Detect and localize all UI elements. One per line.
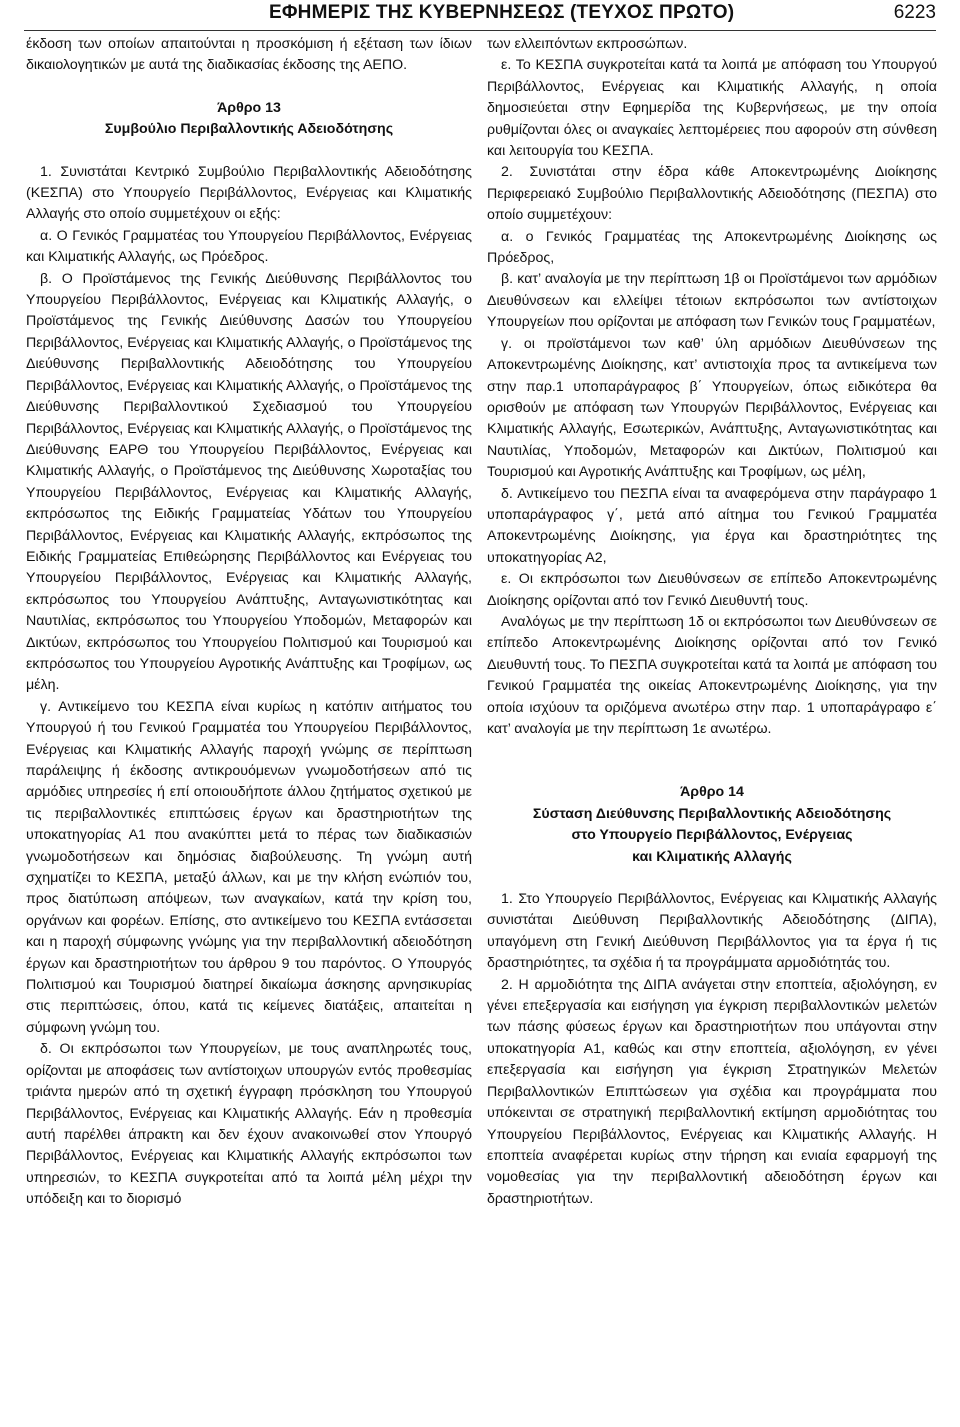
page-number: 6223 [893, 2, 936, 23]
paragraph-13-1d: δ. Οι εκπρόσωποι των Υπουργείων, με τους αναπληρωτές τους, ορίζονται με αποφάσεις των αντίστοιχων υπουργών εντός προθεσμίας τριάντα ημερών από τη σχετική έγγραφη πρόσκληση του Υπουργού Περιβάλλοντος, Ενέργειας και Κλιματικής Αλλαγής. Εάν η προθεσμία αυτή παρέλθει άπρακτη και δεν έχουν ανακοινωθεί στον Υπουργό Περιβάλλοντος, Ενέργειας και Κλιματικής Αλλαγής εκπρόσωποι των υπηρεσιών, το ΚΕΣΠΑ συγκροτείται από τα λοιπά μέλη μέχρι την υπόδειξη και το διορισμό [26, 1041, 472, 1208]
left-column [26, 34, 472, 1211]
paragraph-13-2a: α. ο Γενικός Γραμματέας της Αποκεντρωμένης Διοίκησης ως Πρόεδρος, [487, 228, 937, 267]
page-header [24, 2, 936, 26]
paragraph-13-analog: Αναλόγως με την περίπτωση 1δ οι εκπρόσωποι των Διευθύνσεων σε επίπεδο Αποκεντρωμένης Διοίκησης ορίζονται από τον Γενικό Διευθυντή τους. Το ΠΕΣΠΑ συγκροτείται κατά τα λοιπά με απόφαση του Γενικού Γραμματέα της οικείας Αποκεντρωμένης Διοίκησης, για την οποία ισχύουν τα οριζόμενα ανωτέρω στην παρ. 1 υποπαράγραφο ε΄ κατ’ αναλογία με την περίπτωση 1ε ανωτέρω. [487, 613, 937, 737]
paragraph-13-2b: β. κατ’ αναλογία με την περίπτωση 1β οι Προϊστάμενοι των αρμόδιων Διευθύνσεων και ελλείψει τέτοιων εκπρόσωποι των αντίστοιχων Υπουργείων που ορίζονται με απόφαση των Γενικών τους Γραμματέων, [487, 271, 937, 331]
header-divider [24, 30, 936, 31]
article-14-subtitle-line1: Σύσταση Διεύθυνσης Περιβαλλοντικής Αδειοδότησης [532, 805, 892, 822]
paragraph-13-1a: α. Ο Γενικός Γραμματέας του Υπουργείου Περιβάλλοντος, Ενέργειας και Κλιματικής Αλλαγής, ως Πρόεδρος. [26, 227, 472, 266]
article-14-title: Άρθρο 14 [680, 784, 744, 801]
article-13-subtitle: Συμβούλιο Περιβαλλοντικής Αδειοδότησης [104, 121, 394, 138]
paragraph-intro: έκδοση των οποίων απαιτούνται η προσκόμιση ή εξέταση των ίδιων δικαιολογητικών με αυτά της διαδικασίας έκδοσης της ΑΕΠΟ. [26, 36, 472, 74]
paragraph-13-1: 1. Συνιστάται Κεντρικό Συμβούλιο Περιβαλλοντικής Αδειοδότησης (ΚΕΣΠΑ) στο Υπουργείο Περιβάλλοντος, Ενέργειας και Κλιματικής Αλλαγής στο οποίο συμμετέχουν οι εξής: [26, 163, 472, 223]
paragraph-13-2: 2. Συνιστάται στην έδρα κάθε Αποκεντρωμένης Διοίκησης Περιφερειακό Συμβούλιο Περιβαλλοντικής Αδειοδότησης (ΠΕΣΠΑ) στο οποίο συμμετέχουν: [487, 164, 937, 224]
paragraph-13-2e: ε. Οι εκπρόσωποι των Διευθύνσεων σε επίπεδο Αποκεντρωμένης Διοίκησης ορίζονται από τον Γενικό Διευθυντή τους. [487, 571, 937, 609]
paragraph-13-1b: β. Ο Προϊστάμενος της Γενικής Διεύθυνσης Περιβάλλοντος του Υπουργείου Περιβάλλοντος, Ενέργειας και Κλιματικής Αλλαγής, ο Προϊστάμενος της Γενικής Διεύθυνσης Δασών του Υπουργείου Περιβάλλοντος, Ενέργειας και Κλιματικής Αλλαγής, ο Προϊστάμενος της Διεύθυνσης Περιβαλλοντικής Αδειοδότησης του Υπουργείου Περιβάλλοντος, Ενέργειας και Κλιματικής Αλλαγής, ο Προϊστάμενος της Διεύθυνσης Περιβαλλοντικού Σχεδιασμού του Υπουργείου Περιβάλλοντος, Ενέργειας και Κλιματικής Αλλαγής, ο Προϊστάμενος της Διεύθυνσης ΕΑΡΘ του Υπουργείου Περιβάλλοντος, Ενέργειας και Κλιματικής Αλλαγής, ο Προϊστάμενος της Διεύθυνσης Χωροταξίας του Υπουργείου Περιβάλλοντος, Ενέργειας και Κλιματικής Αλλαγής, εκπρόσωπος της Ειδικής Γραμματείας Υδάτων του Υπουργείου Περιβάλλοντος, Ενέργειας και Κλιματικής Αλλαγής, εκπρόσωπος της Ειδικής Γραμματείας Επιθεώρησης Περιβάλλοντος και Ενέργειας του Υπουργείου Περιβάλλοντος, Ενέργειας και Κλιματικής Αλλαγής, εκπρόσωπος του Υπουργείου Ανάπτυξης, Ανταγωνιστικότητας και Ναυτιλίας, εκπρόσωπος του Υπουργείου Υποδομών, Μεταφορών και Δικτύων, εκπρόσωπος του Υπουργείου Πολιτισμού και Τουρισμού και εκπρόσωπος του Υπουργείου Αγροτικής Ανάπτυξης και Τροφίμων, ως μέλη. [26, 270, 472, 694]
paragraph-13-2d: δ. Αντικείμενο του ΠΕΣΠΑ είναι τα αναφερόμενα στην παράγραφο 1 υποπαράγραφος γ΄, μετά από αίτημα του Γενικού Γραμματέα Αποκεντρωμένης Διοίκησης, για έργα και δραστηριότητες της υποκατηγορίας Α2, [487, 485, 937, 566]
paragraph-13-1c: γ. Αντικείμενο του ΚΕΣΠΑ είναι κυρίως η κατόπιν αιτήματος του Υπουργού ή του Γενικού Γραμματέα του Υπουργείου Περιβάλλοντος, Ενέργειας και Κλιματικής Αλλαγής παροχή γνώμης σε περίπτωση παράλειψης ή έκδοσης αντικρουόμενων γνωμοδοτήσεων από τις αρμόδιες υπηρεσίες ή επί οποιουδήποτε άλλου ζητήματος σχετικού με τις περιβαλλοντικές επιπτώσεις έργων και δραστηριοτήτων της υποκατηγορίας Α1 που ανακύπτει μετά το πέρας των διαδικασιών γνωμοδοτήσεων και δημόσιας διαβούλευσης. Τη γνώμη αυτή σχηματίζει το ΚΕΣΠΑ, μεταξύ άλλων, και με την κλήση ενώπιόν του, προς διατύπωση απόψεων, των αναγκαίων, κατά την κρίση του, οργάνων και φορέων. Επίσης, στο αντικείμενο του ΚΕΣΠΑ εντάσσεται και η παροχή σύμφωνης γνώμης για την περιβαλλοντική αδειοδότηση έργων και δραστηριοτήτων του άρθρου 9 του παρόντος. Ο Υπουργός Πολιτισμού και Τουρισμού διατηρεί δικαίωμα άσκησης αρνησικυρίας στις περιπτώσεις, όπου, κατά τις κείμενες διατάξεις, απαιτείται η σύμφωνη γνώμη του. [26, 698, 472, 1036]
paragraph-continuation: των ελλειπόντων εκπροσώπων. [487, 36, 688, 52]
paragraph-14-2: 2. Η αρμοδιότητα της ΔΙΠΑ ανάγεται στην εποπτεία, αξιολόγηση, εν γένει επεξεργασία και εισήγηση για έγκριση περιβαλλοντικών μελετών των πάσης φύσεως έργων και δραστηριοτήτων που υπάγονται στην υποκατηγορία Α1, καθώς και στην εποπτεία, αξιολόγηση, εν γένει επεξεργασία και εισήγηση για έγκριση Στρατηγικών Μελετών Περιβαλλοντικών Επιπτώσεων για σχέδια και προγράμματα που υπόκεινται σε στρατηγική περιβαλλοντική εκτίμηση αρμοδιότητας του Υπουργείου Περιβάλλοντος, Ενέργειας και Κλιματικής Αλλαγής. Η εποπτεία αναφέρεται κυρίως στην τήρηση και ενιαία εφαρμογή της νομοθεσίας για την περιβαλλοντική αδειοδότηση έργων και δραστηριοτήτων. [487, 976, 937, 1207]
article-14-subtitle-line2: στο Υπουργείο Περιβάλλοντος, Ενέργειας [571, 827, 853, 844]
paragraph-13-1e: ε. Το ΚΕΣΠΑ συγκροτείται κατά τα λοιπά με απόφαση του Υπουργού Περιβάλλοντος, Ενέργειας και Κλιματικής Αλλαγής, η οποία δημοσιεύεται στην Εφημερίδα της Κυβερνήσεως, με την οποία ρυθμίζονται όλες οι αναγκαίες λεπτομέρειες που αφορούν στη σύνθεση και λειτουργία του ΚΕΣΠΑ. [487, 57, 937, 160]
gazette-title: ΕΦΗΜΕΡΙΣ ΤΗΣ ΚΥΒΕΡΝΗΣΕΩΣ (ΤΕΥΧΟΣ ΠΡΩΤΟ) [269, 2, 735, 23]
article-13-title: Άρθρο 13 [217, 99, 281, 116]
right-column [487, 34, 937, 1210]
article-14-subtitle-line3: και Κλιματικής Αλλαγής [632, 848, 792, 865]
paragraph-14-1: 1. Στο Υπουργείο Περιβάλλοντος, Ενέργειας και Κλιματικής Αλλαγής συνιστάται Διεύθυνση Περιβαλλοντικής Αδειοδότησης (ΔΙΠΑ), υπαγόμενη στη Γενική Διεύθυνση Περιβάλλοντος για τα έργα ή τις δραστηριότητες, τα σχέδια ή τα προγράμματα αρμοδιότητάς του. [487, 891, 937, 972]
paragraph-13-2c: γ. οι προϊστάμενοι των καθ’ ύλη αρμόδιων Διευθύνσεων της Αποκεντρωμένης Διοίκησης, κατ’ αντιστοιχία προς τα αντικείμενα των στην παρ.1 υποπαράγραφος β΄ Υπουργείων, όπως ειδικότερα θα ορισθούν με απόφαση των Υπουργών Περιβάλλοντος, Ενέργειας και Κλιματικής Αλλαγής, Εσωτερικών, Ανάπτυξης, Ανταγωνιστικότητας και Ναυτιλίας, Υποδομών, Μεταφορών και Δικτύων, Πολιτισμού και Τουρισμού και Αγροτικής Ανάπτυξης και Τροφίμων, ως μέλη, [487, 335, 937, 481]
